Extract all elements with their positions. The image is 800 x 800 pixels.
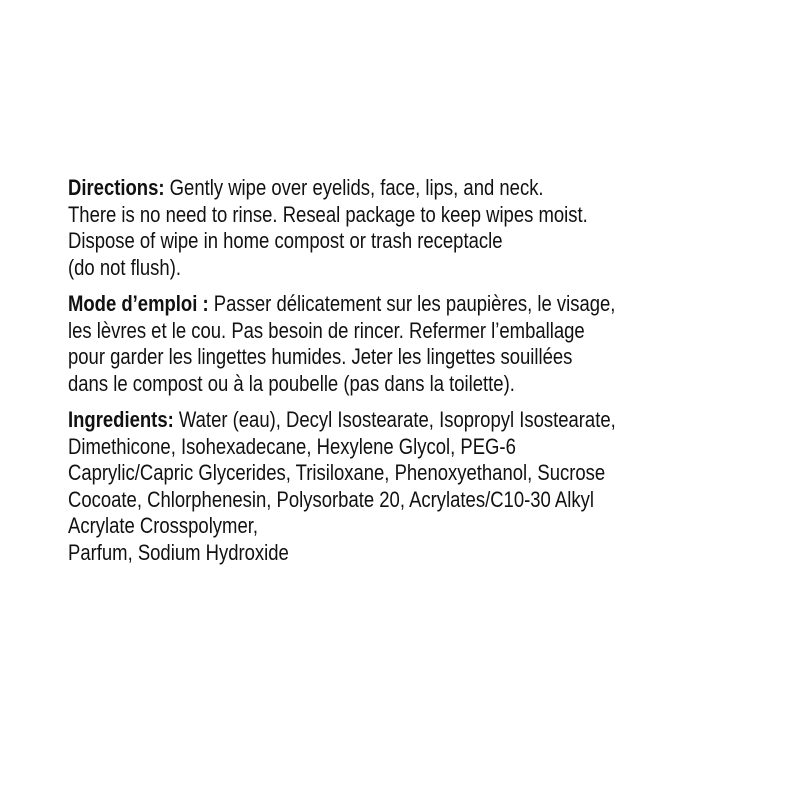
directions-heading: Directions: [68,175,165,200]
directions-line-1 [68,175,656,202]
mode-emploi-heading: Mode d’emploi : [68,291,209,316]
mode-emploi-line-3: pour garder les lingettes humides. Jeter les lingettes souillées [68,344,573,369]
mode-emploi-text: Passer délicatement sur les paupières, le visage, [208,291,616,316]
ingredients-line-1 [68,407,656,434]
directions-text: Gently wipe over eyelids, face, lips, and neck. [164,175,544,200]
ingredients-line-3: Caprylic/Capric Glycerides, Trisiloxane, Phenoxyethanol, Sucrose [68,460,606,485]
mode-emploi-line-4: dans le compost ou à la poubelle (pas dans la toilette). [68,370,515,396]
ingredients-line-6: Parfum, Sodium Hydroxide [68,539,289,565]
directions-line-4: (do not flush). [68,254,181,280]
directions-line-2: There is no need to rinse. Reseal package to keep wipes moist. [68,201,588,227]
product-label-text [68,175,768,576]
directions-line-3: Dispose of wipe in home compost or trash receptacle [68,228,503,253]
ingredients-text: Water (eau), Decyl Isostearate, Isopropyl Isostearate, [173,407,616,432]
directions-section [68,175,768,281]
ingredients-line-5: Acrylate Crosspolymer, [68,513,258,538]
ingredients-heading: Ingredients: [68,407,174,432]
ingredients-line-4: Cocoate, Chlorphenesin, Polysorbate 20, Acrylates/C10-30 Alkyl [68,486,594,512]
ingredients-section [68,407,768,566]
mode-emploi-line-1 [68,291,656,318]
mode-emploi-section [68,291,768,397]
mode-emploi-line-2: les lèvres et le cou. Pas besoin de rincer. Refermer l’emballage [68,317,585,343]
ingredients-line-2: Dimethicone, Isohexadecane, Hexylene Glycol, PEG-6 [68,433,516,459]
